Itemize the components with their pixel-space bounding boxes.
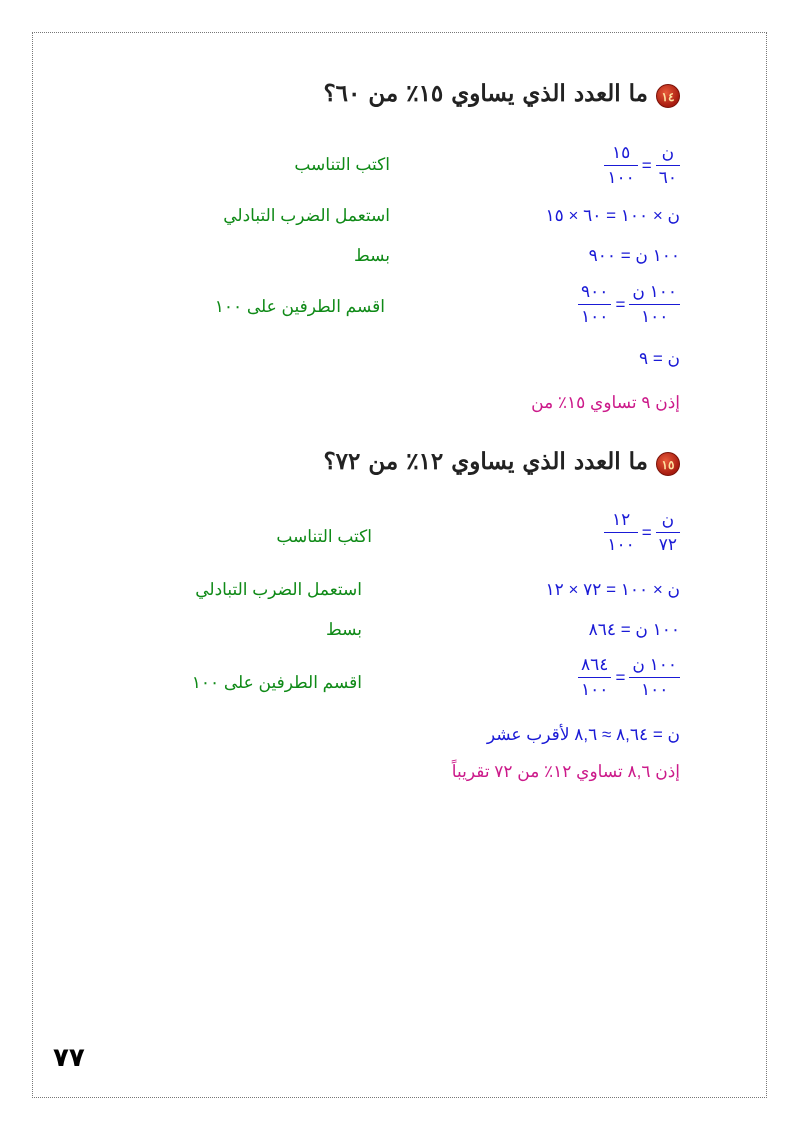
p14-conclusion: إذن ٩ تساوي ١٥٪ من [531, 393, 680, 412]
p14-step4-equation [578, 282, 680, 327]
p14-step1-right-fraction [604, 143, 637, 188]
p14-step4-right-fraction [578, 282, 611, 327]
problem-15-title: ما العدد الذي يساوي ١٢٪ من ٧٢؟ [323, 448, 648, 475]
p15-step1-left-fraction [656, 510, 680, 555]
p14-step1-label: اكتب التناسب [294, 155, 390, 174]
fraction-denominator: ١٠٠ [578, 677, 611, 700]
p15-step1-right-fraction [604, 510, 637, 555]
p14-step2-label: استعمل الضرب التبادلي [223, 206, 390, 225]
fraction-numerator: ١٢ [611, 510, 631, 529]
equals-sign: = [615, 294, 626, 314]
p15-step4-label: اقسم الطرفين على ١٠٠ [191, 673, 362, 692]
fraction-denominator: ٦٠ [656, 165, 680, 188]
fraction-numerator: ن [661, 143, 675, 162]
page-frame [32, 32, 767, 1098]
p15-step3-label: بسط [325, 620, 362, 639]
equals-sign: = [641, 522, 652, 542]
fraction-denominator: ١٠٠ [604, 165, 637, 188]
p14-step3-equation: ١٠٠ ن = ٩٠٠ [588, 246, 680, 265]
fraction-numerator: ١٠٠ ن [632, 282, 677, 301]
equals-sign: = [641, 155, 652, 175]
p14-step1-equation [604, 143, 680, 188]
fraction-denominator: ٧٢ [656, 532, 680, 555]
p14-step1-left-fraction [656, 143, 680, 188]
p15-step1-label: اكتب التناسب [276, 527, 372, 546]
problem-14-badge: ١٤ [656, 84, 680, 108]
fraction-denominator: ١٠٠ [604, 532, 637, 555]
problem-15-badge: ١٥ [656, 452, 680, 476]
p15-step2-equation: ن × ١٠٠ = ٧٢ × ١٢ [545, 580, 680, 599]
fraction-denominator: ١٠٠ [629, 304, 680, 327]
p14-step4-left-fraction [629, 282, 680, 327]
p15-step4-left-fraction [629, 655, 680, 700]
p15-step4-equation [578, 655, 680, 700]
p15-step5-equation: ن = ٨,٦٤ ≈ ٨,٦ لأقرب عشر [486, 725, 680, 744]
problem-14-heading [323, 80, 680, 108]
fraction-numerator: ٩٠٠ [581, 282, 609, 301]
fraction-numerator: ١٥ [611, 143, 631, 162]
problem-14-title: ما العدد الذي يساوي ١٥٪ من ٦٠؟ [323, 80, 648, 107]
p15-step4-right-fraction [578, 655, 611, 700]
p14-step3-label: بسط [353, 246, 390, 265]
equals-sign: = [615, 667, 626, 687]
fraction-denominator: ١٠٠ [578, 304, 611, 327]
problem-15-heading [323, 448, 680, 476]
page-number: ٧٧ [53, 1043, 85, 1073]
p15-step3-equation: ١٠٠ ن = ٨٦٤ [588, 620, 680, 639]
p15-step1-equation [604, 510, 680, 555]
p14-step5-equation: ن = ٩ [639, 349, 680, 368]
p15-step2-label: استعمل الضرب التبادلي [195, 580, 362, 599]
fraction-numerator: ١٠٠ ن [632, 655, 677, 674]
fraction-denominator: ١٠٠ [629, 677, 680, 700]
p14-step2-equation: ن × ١٠٠ = ٦٠ × ١٥ [545, 206, 680, 225]
fraction-numerator: ن [661, 510, 675, 529]
p14-step4-label: اقسم الطرفين على ١٠٠ [214, 297, 385, 316]
fraction-numerator: ٨٦٤ [581, 655, 609, 674]
p15-conclusion: إذن ٨,٦ تساوي ١٢٪ من ٧٢ تقريباً [451, 762, 680, 781]
